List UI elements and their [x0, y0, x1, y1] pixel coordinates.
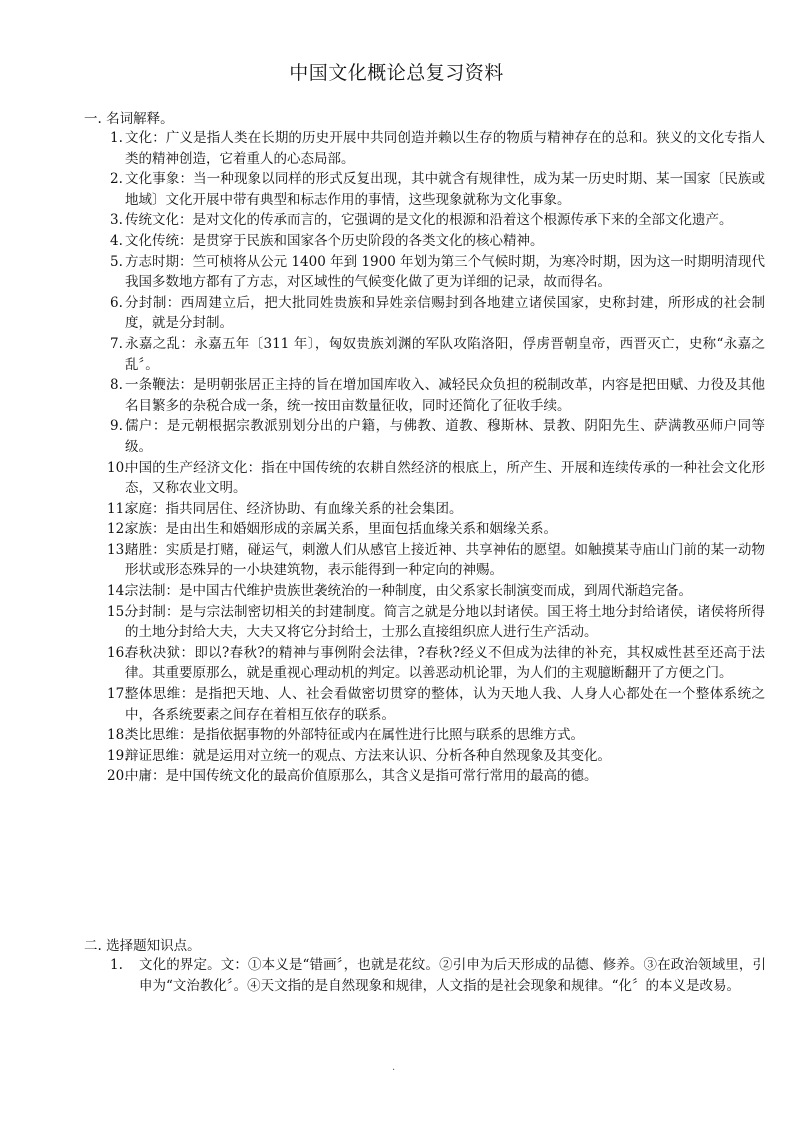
item-text: 宗法制：是中国古代维护贵族世袭统治的一种制度，由父系家长制演变而成，到周代渐趋完备。 — [125, 583, 692, 600]
item-text: 文化传统：是贯穿于民族和国家各个历史阶段的各类文化的核心精神。 — [125, 232, 544, 249]
list-item — [0, 416, 765, 457]
item-number: 19. — [107, 747, 129, 764]
item-number: 20. — [107, 768, 129, 785]
list-item — [0, 458, 765, 499]
item-text: 中庸：是中国传统文化的最高价值原那么，其含义是指可常行常用的最高的德。 — [125, 768, 598, 785]
item-text: 分封制：西周建立后，把大批同姓贵族和异姓亲信赐封到各地建立诸侯国家，史称封建，所形成的社会制度，就是分封制。 — [125, 294, 765, 332]
item-number: 18. — [107, 727, 129, 744]
item-text: 赌胜：实质是打赌，碰运气，刺激人们从感官上接近神、共享神佑的愿望。如触摸某寺庙山门前的某一动物形状或形态殊异的一小块建筑物，表示能得到一种定向的神赐。 — [125, 541, 765, 579]
section-heading-definitions: 一. 名词解释。 — [84, 111, 174, 127]
item-text: 传统文化：是对文化的传承而言的，它强调的是文化的根源和沿着这个根源传承下来的全部文化遗产。 — [125, 212, 733, 229]
list-item — [0, 540, 765, 581]
list-item — [0, 252, 765, 293]
list-item — [0, 746, 765, 767]
item-text: 春秋决狱：即以?春秋?的精神与事例附会法律，?春秋?经义不但成为法律的补充，其权威性甚至还高于法律。其重要原那么，就是重视心理动机的判定。以善恶动机论罪，为人们的主观臆断翻开了方便之门。 — [125, 644, 765, 682]
page-title: 中国文化概论总复习资料 — [289, 62, 504, 84]
item-text: 家族：是由出生和婚姻形成的亲属关系，里面包括血缘关系和姻缘关系。 — [125, 521, 557, 538]
item-number: 9. — [110, 418, 123, 435]
list-item — [0, 375, 765, 416]
list-item — [0, 499, 765, 520]
footer-mark: . — [392, 1062, 396, 1073]
item-number: 7. — [110, 335, 123, 352]
list-item — [0, 293, 765, 334]
item-number: 6. — [110, 294, 123, 311]
item-text: 类比思维：是指依据事物的外部特征或内在属性进行比照与联系的思维方式。 — [125, 727, 584, 744]
definitions-list — [0, 128, 793, 787]
item-text: 辩证思维：就是运用对立统一的观点、方法来认识、分析各种自然现象及其变化。 — [125, 747, 611, 764]
item-text: 一条鞭法：是明朝张居正主持的旨在增加国库收入、减轻民众负担的税制改革，内容是把田赋、力役及其他名目繁多的杂税合成一条，统一按田亩数量征收，同时还简化了征收手续。 — [125, 377, 765, 414]
list-item — [0, 602, 765, 643]
item-number: 3. — [110, 212, 123, 229]
list-item — [0, 334, 765, 375]
list-item — [0, 725, 765, 746]
item-number: 8. — [110, 377, 123, 394]
item-number: 10. — [107, 459, 129, 476]
item-number: 12. — [107, 521, 129, 538]
item-number: 4. — [110, 232, 123, 249]
item-number: 11. — [107, 500, 129, 517]
item-number: 1. — [110, 130, 123, 146]
list-item — [0, 581, 765, 602]
item-number: 15. — [107, 603, 129, 620]
item-number: 14. — [107, 583, 129, 600]
choice-points-list — [0, 955, 793, 996]
item-text: 中国的生产经济文化：指在中国传统的农耕自然经济的根底上，所产生、开展和连续传承的一种社会文化形态，又称农业文明。 — [125, 459, 765, 497]
item-number: 13. — [107, 541, 129, 558]
item-text: 方志时期：竺可桢将从公元 1400 年到 1900 年划为第三个气候时期，为寒冷时期，因为这一时期明清现代我国多数地方都有了方志，对区域性的气候变化做了更为详细的记录，故而得名。 — [125, 253, 765, 291]
item-number: 2. — [110, 171, 123, 188]
list-item — [0, 519, 765, 540]
list-item — [0, 643, 765, 684]
item-number: 5. — [110, 253, 123, 270]
item-text: 文化事象：当一种现象以同样的形式反复出现，其中就含有规律性，成为某一历史时期、某一国家〔民族或地域〕文化开展中带有典型和标志作用的事情，这些现象就称为文化事象。 — [125, 171, 765, 208]
list-item — [0, 766, 765, 787]
section-heading-choice-points: 二. 选择题知识点。 — [84, 938, 201, 954]
list-item — [0, 169, 765, 210]
list-item — [0, 684, 765, 725]
list-item — [0, 210, 765, 231]
item-text: 家庭：指共同居住、经济协助、有血缘关系的社会集团。 — [125, 500, 463, 517]
item-number: 1. — [110, 957, 123, 973]
item-text: 整体思维：是指把天地、人、社会看做密切贯穿的整体，认为天地人我、人身人心都处在一个整体系统之中，各系统要素之间存在着相互依存的联系。 — [125, 686, 765, 723]
item-number: 17. — [107, 686, 129, 703]
item-text: 儒户：是元朝根据宗教派别划分出的户籍，与佛教、道教、穆斯林、景教、阴阳先生、萨满教巫师户同等级。 — [125, 418, 765, 455]
list-item — [0, 955, 766, 996]
item-text: 分封制：是与宗法制密切相关的封建制度。简言之就是分地以封诸侯。国王将土地分封给诸侯，诸侯将所得的土地分封给大夫，大夫又将它分封给士，士那么直接组织庶人进行生产活动。 — [125, 603, 765, 641]
item-text: 文化的界定。文：①本义是“错画〞，也就是花纹。②引申为后天形成的品德、修养。③在政治领域里，引申为“文治教化〞。④天文指的是自然现象和规律，人文指的是社会现象和规律。“化〞的本义是改易。 — [139, 957, 766, 994]
item-number: 16. — [107, 644, 129, 661]
item-text: 文化：广义是指人类在长期的历史开展中共同创造并赖以生存的物质与精神存在的总和。狭义的文化专指人类的精神创造，它着重人的心态局部。 — [125, 130, 765, 167]
list-item — [0, 128, 765, 169]
list-item — [0, 231, 765, 252]
item-text: 永嘉之乱：永嘉五年〔311 年〕，匈奴贵族刘渊的军队攻陷洛阳，俘虏晋朝皇帝，西晋灭亡，史称“永嘉之乱〞。 — [125, 335, 765, 373]
